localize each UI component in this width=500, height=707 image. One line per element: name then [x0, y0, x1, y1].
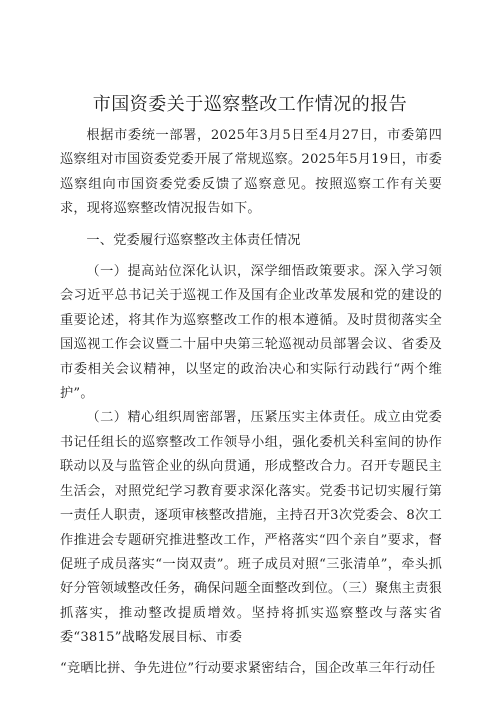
body-paragraph: （二）精心组织周密部署，压紧压实主体责任。成立由党委书记任组长的巡察整改工作领导小组，强化委机关科室间的协作联动以及与监管企业的纵向贯通，形成整改合力。召开专题民主生活会，对照党纪学习教育要求深化落实。党委书记切实履行第一责任人职责，逐项审核整改措施，主持召开3次党委会、8次工作推进会专题研究推进整改工作，严格落实“四个亲自”要求，督促班子成员落实“一岗双责”。班子成员对照“三张清单”，牵头抓好分管领域整改任务，确保问题全面整改到位。（三）聚焦主责狠抓落实，推动整改提质增效。坚持将抓实巡察整改与落实省委“3815”战略发展目标、市委 — [60, 410, 442, 646]
body-paragraph: （一）提高站位深化认识，深学细悟政策要求。深入学习领会习近平总书记关于巡视工作及国有企业改革发展和党的建设的重要论述，将其作为巡察整改工作的根本遵循。及时贯彻落实全国巡视工作会议暨二十届中央第三轮巡视动员部署会议、省委及市委相关会议精神，以坚定的政治决心和实际行动践行“两个维护”。 — [60, 264, 442, 402]
intro-paragraph: 根据市委统一部署，2025年3月5日至4月27日，市委第四巡察组对市国资委党委开展了常规巡察。2025年5月19日，市委巡察组向市国资委党委反馈了巡察意见。按照巡察工作有关要求，现将巡察整改情况报告如下。 — [60, 128, 442, 217]
document-title: 市国资委关于巡察整改工作情况的报告 — [92, 94, 408, 115]
section-heading: 一、党委履行巡察整改主体责任情况 — [86, 232, 301, 248]
body-paragraph-continued: “竞晒比拼、争先进位”行动要求紧密结合，国企改革三年行动任 — [60, 660, 436, 676]
document-body — [60, 124, 442, 681]
